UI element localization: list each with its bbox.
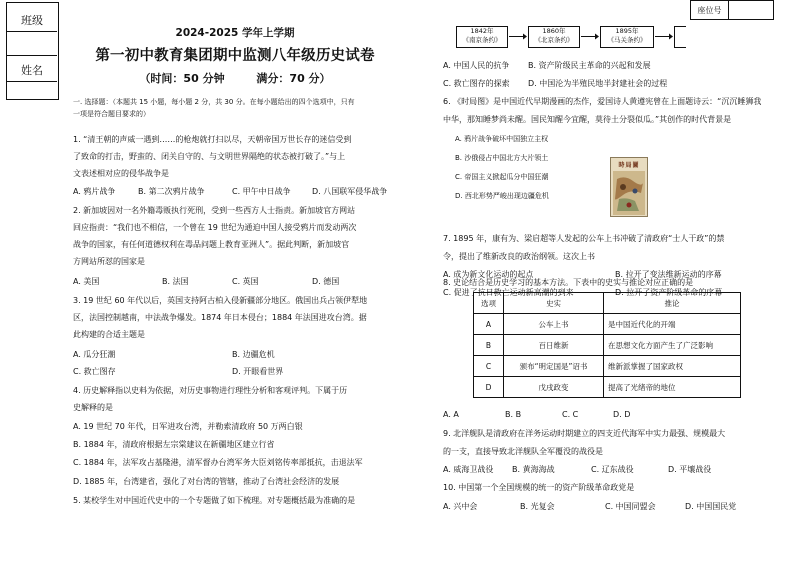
q8-option-c[interactable]: C. C bbox=[562, 410, 579, 419]
q6-option-a[interactable]: A. 鸦片战争破坏中国独立主权 bbox=[455, 135, 549, 143]
timeline-arrow-icon bbox=[581, 33, 599, 40]
q2-option-b[interactable]: B. 法国 bbox=[162, 277, 189, 286]
q10-option-b[interactable]: B. 光复会 bbox=[520, 502, 555, 511]
q1-option-c[interactable]: C. 甲午中日战争 bbox=[232, 187, 291, 196]
name-label: 姓名 bbox=[21, 64, 43, 77]
table-cell-fact: 戊戌政变 bbox=[504, 377, 604, 398]
q7-option-c[interactable]: C. 促进了抗日救亡运动新高潮的到来 bbox=[443, 288, 574, 297]
timeline-arrow-icon bbox=[655, 33, 673, 40]
q9-text-1: 9. 北洋舰队是清政府在洋务运动时期建立的四支近代海军中实力最强、规模最大 bbox=[443, 429, 726, 438]
q2-text-1: 2. 新加坡因对一名外籍毒贩执行死刑，受到一些西方人士指责。新加坡官方网站 bbox=[73, 206, 356, 215]
q2-option-d[interactable]: D. 德国 bbox=[312, 277, 340, 286]
q3-text-2: 区，法国控制越南，中法战争爆发。1874 年日本侵台；1884 年法国进攻台湾。据 bbox=[73, 313, 367, 322]
class-label: 班级 bbox=[21, 14, 43, 27]
name-top-divider bbox=[7, 55, 57, 56]
table-header-row bbox=[474, 293, 741, 314]
q2-option-c[interactable]: C. 英国 bbox=[232, 277, 259, 286]
poster-illustration-icon bbox=[611, 169, 647, 217]
q10-option-c[interactable]: C. 中国同盟会 bbox=[605, 502, 656, 511]
seat-number-box bbox=[690, 0, 774, 20]
table-header-fact: 史实 bbox=[504, 293, 604, 314]
name-divider bbox=[7, 81, 57, 82]
q5-text: 5. 某校学生对中国近代史中的一个专题做了如下梳理。对专题概括最为准确的是 bbox=[73, 496, 356, 505]
timeline-item-1895 bbox=[600, 26, 654, 48]
timeline-treaty: 《北京条约》 bbox=[534, 36, 574, 44]
q3-option-a[interactable]: A. 瓜分狂潮 bbox=[73, 350, 116, 359]
table-cell-inference: 是中国近代化的开端 bbox=[604, 314, 741, 335]
poster-title: 時局圖 bbox=[618, 162, 640, 169]
q5-option-c[interactable]: C. 救亡图存的探索 bbox=[443, 79, 510, 88]
q1-text-3: 文表述相对应的侵华战争是 bbox=[73, 169, 169, 178]
q6-text-2: 中华，那知睡梦尚未醒。国民知醒今宜醒，莫待土分裂似瓜。”其创作的时代背景是 bbox=[443, 115, 732, 124]
q1-option-d[interactable]: D. 八国联军侵华战争 bbox=[312, 187, 388, 196]
q9-option-b[interactable]: B. 黄海海战 bbox=[512, 465, 555, 474]
student-info-box bbox=[6, 2, 59, 100]
q4-option-d[interactable]: D. 1885 年，台湾建省，强化了对台湾的管辖，推动了台湾社会经济的发展 bbox=[73, 477, 340, 486]
table-cell-inference: 维新派掌握了国家政权 bbox=[604, 356, 741, 377]
timeline-year: 1895年 bbox=[615, 27, 639, 35]
table-cell-option: B bbox=[474, 335, 504, 356]
table-cell-fact: 百日维新 bbox=[504, 335, 604, 356]
table-cell-fact: 颁布“明定国是”诏书 bbox=[504, 356, 604, 377]
timeline-item-1842 bbox=[456, 26, 508, 48]
q1-text-1: 1. “清王朝的声威一遇到……的枪炮就打扫以尽，天朝帝国万世长存的迷信受到 bbox=[73, 135, 352, 144]
q1-option-a[interactable]: A. 鸦片战争 bbox=[73, 187, 116, 196]
exam-time: （时间：50 分钟 bbox=[139, 72, 225, 85]
q10-text: 10. 中国第一个全国规模的统一的资产阶级革命政党是 bbox=[443, 483, 635, 492]
q8-text-placeholder: 8. 史论结合是历史学习的基本方法。下表中的史实与推论对应正确的是 bbox=[443, 278, 694, 287]
q6-option-c[interactable]: C. 帝国主义掀起瓜分中国狂潮 bbox=[455, 173, 549, 181]
section-instructions-cont: 一项是符合题目要求的） bbox=[73, 110, 150, 118]
q6-option-d[interactable]: D. 西北形势严峻出现边疆危机 bbox=[455, 192, 549, 200]
table-cell-option: C bbox=[474, 356, 504, 377]
table-row bbox=[474, 377, 741, 398]
q5-option-b[interactable]: B. 资产阶级民主革命的兴起和发展 bbox=[528, 61, 651, 70]
timeline-year: 1842年 bbox=[470, 27, 494, 35]
q3-option-d[interactable]: D. 开眼看世界 bbox=[232, 367, 284, 376]
term-title: 2024-2025 学年上学期 bbox=[175, 27, 295, 39]
q8-option-a[interactable]: A. A bbox=[443, 410, 459, 419]
q6-option-b[interactable]: B. 沙俄侵占中国北方大片领土 bbox=[455, 154, 549, 162]
q5-option-a[interactable]: A. 中国人民的抗争 bbox=[443, 61, 510, 70]
seat-number-field[interactable] bbox=[729, 1, 773, 19]
table-cell-inference: 提高了光绪帝的地位 bbox=[604, 377, 741, 398]
timeline-item-cut bbox=[674, 26, 686, 48]
q7-option-b[interactable]: B. 拉开了变法维新运动的序幕 bbox=[615, 270, 722, 279]
q9-text-2: 的一支，直接导致北洋舰队全军覆没的战役是 bbox=[443, 447, 603, 456]
table-cell-fact: 公车上书 bbox=[504, 314, 604, 335]
q9-option-d[interactable]: D. 平壤战役 bbox=[668, 465, 712, 474]
q8-option-d[interactable]: D. D bbox=[613, 410, 631, 419]
class-divider bbox=[7, 31, 57, 32]
table-row bbox=[474, 335, 741, 356]
table-header-inference: 推论 bbox=[604, 293, 741, 314]
q3-option-c[interactable]: C. 救亡图存 bbox=[73, 367, 116, 376]
q4-text-1: 4. 历史解释指以史料为依据，对历史事物进行理性分析和客观评判。下属于历 bbox=[73, 386, 348, 395]
table-cell-option: D bbox=[474, 377, 504, 398]
q9-option-c[interactable]: C. 辽东战役 bbox=[591, 465, 634, 474]
q6-text-1: 6. 《时局图》是中国近代早期漫画的杰作，爱国诗人黄遵宪曾在上面题诗云：“沉沉睡狮我 bbox=[443, 97, 762, 106]
q4-option-a[interactable]: A. 19 世纪 70 年代，日军进攻台湾，并勒索清政府 50 万两白银 bbox=[73, 422, 303, 431]
q7-option-d[interactable]: D. 拉开了资产阶级革命的序幕 bbox=[615, 288, 723, 297]
q10-option-a[interactable]: A. 兴中会 bbox=[443, 502, 478, 511]
exam-score: 满分：70 分） bbox=[256, 72, 331, 85]
q4-option-c[interactable]: C. 1884 年，法军攻占基隆港，清军督办台湾军务大臣刘铭传率部抵抗，击退法军 bbox=[73, 458, 363, 467]
q2-option-a[interactable]: A. 美国 bbox=[73, 277, 100, 286]
q4-text-2: 史解释的是 bbox=[73, 403, 113, 412]
exam-meta bbox=[75, 70, 395, 86]
table-header-option: 选项 bbox=[474, 293, 504, 314]
table-row bbox=[474, 314, 741, 335]
timeline-treaty: 《马关条约》 bbox=[607, 36, 647, 44]
q1-text-2: 了致命的打击，野蛮的、闭关自守的、与文明世界隔绝的状态被打破了。”与上 bbox=[73, 152, 346, 161]
section-instructions: 一. 选择题：（本题共 15 小题，每小题 2 分，共 30 分。在每小题给出的四个选项中，只有 bbox=[73, 98, 355, 106]
table-row bbox=[474, 356, 741, 377]
table-cell-inference: 在思想文化方面产生了广泛影响 bbox=[604, 335, 741, 356]
q7-text-2: 令，提出了维新改良的政治纲领。这次上书 bbox=[443, 252, 595, 261]
shiju-tu-poster bbox=[610, 157, 648, 217]
q1-option-b[interactable]: B. 第二次鸦片战争 bbox=[138, 187, 205, 196]
q7-text-1: 7. 1895 年，康有为、梁启超等人发起的公车上书冲破了清政府“士人干政”的禁 bbox=[443, 234, 725, 243]
q8-option-b[interactable]: B. B bbox=[505, 410, 522, 419]
q3-text-1: 3. 19 世纪 60 年代以后，英国支持阿古柏入侵新疆部分地区。俄国出兵占领伊犁地 bbox=[73, 296, 368, 305]
q2-text-3: 战争的国家，有任何道德权利在毒品问题上教育亚洲人”。据此判断，新加坡官 bbox=[73, 240, 350, 249]
table-cell-option: A bbox=[474, 314, 504, 335]
q10-option-d[interactable]: D. 中国国民党 bbox=[685, 502, 737, 511]
history-table bbox=[473, 292, 741, 398]
seat-label: 座位号 bbox=[691, 1, 729, 19]
exam-title: 第一初中教育集团期中监测八年级历史试卷 bbox=[95, 48, 375, 64]
q7-option-a[interactable]: A. 成为新文化运动的起点 bbox=[443, 270, 534, 279]
q4-option-b[interactable]: B. 1884 年，清政府根据左宗棠建议在新疆地区建立行省 bbox=[73, 440, 275, 449]
timeline-arrow-icon bbox=[509, 33, 527, 40]
q3-option-b[interactable]: B. 边疆危机 bbox=[232, 350, 275, 359]
timeline-item-1860 bbox=[528, 26, 580, 48]
timeline-treaty: 《南京条约》 bbox=[462, 36, 502, 44]
q5-option-d[interactable]: D. 中国沦为半殖民地半封建社会的过程 bbox=[528, 79, 668, 88]
q3-text-3: 此构建的合适主题是 bbox=[73, 330, 145, 339]
q9-option-a[interactable]: A. 威海卫战役 bbox=[443, 465, 494, 474]
timeline-year: 1860年 bbox=[542, 27, 566, 35]
q2-text-4: 方网站所怼的国家是 bbox=[73, 257, 145, 266]
q2-text-2: 回应指责：“我们也不相信，一个曾在 19 世纪为通迫中国人接受鸦片而发动两次 bbox=[73, 223, 357, 232]
